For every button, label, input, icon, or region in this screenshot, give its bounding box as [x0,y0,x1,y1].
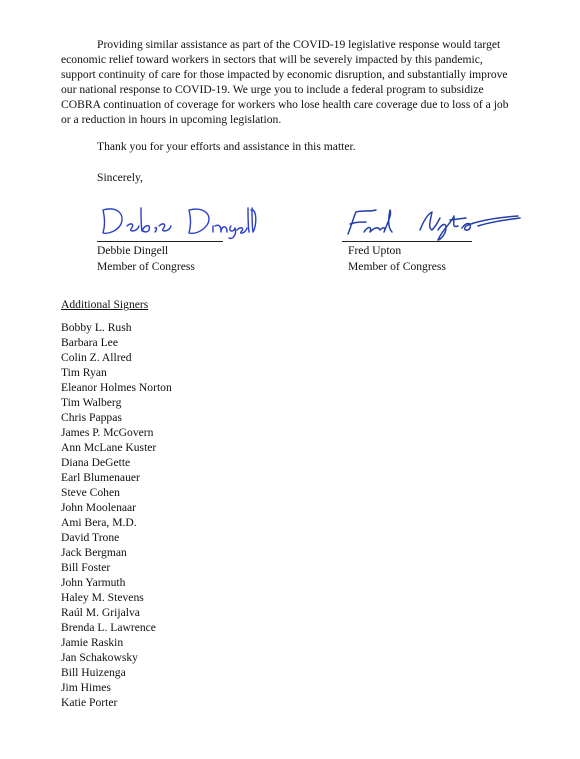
closing-line: Sincerely, [97,171,143,184]
list-item: James P. McGovern [61,426,154,439]
list-item: Bobby L. Rush [61,321,132,334]
list-item: Katie Porter [61,696,118,709]
list-item: Jack Bergman [61,546,127,559]
signature-line [97,241,223,242]
list-item: Colin Z. Allred [61,351,132,364]
list-item: Tim Walberg [61,396,122,409]
list-item: Jim Himes [61,681,111,694]
signatory-title: Member of Congress [97,260,195,273]
paragraph-line: support continuity of care for those impacted by economic disruption, and substantially improve [61,68,508,81]
paragraph-line: economic relief toward workers in sectors that will be severely impacted by this pandemic, [61,53,483,66]
additional-signers-list [61,320,172,710]
list-item: Raúl M. Grijalva [61,606,140,619]
list-item: Bill Huizenga [61,666,126,679]
thanks-line: Thank you for your efforts and assistance in this matter. [97,140,356,153]
list-item: Jamie Raskin [61,636,124,649]
list-item: Steve Cohen [61,486,120,499]
list-item: Barbara Lee [61,336,118,349]
paragraph-line: or a reduction in hours in upcoming legislation. [61,113,282,126]
paragraph-line: our national response to COVID-19. We urge you to include a federal program to subsidize [61,83,484,96]
list-item: Bill Foster [61,561,111,574]
list-item: Chris Pappas [61,411,122,424]
signature-block-dingell [97,200,287,275]
list-item: John Moolenaar [61,501,137,514]
list-item: Haley M. Stevens [61,591,144,604]
list-item: Diana DeGette [61,456,131,469]
paragraph-line: Providing similar assistance as part of the COVID-19 legislative response would target [97,38,501,51]
list-item: Ami Bera, M.D. [61,516,137,529]
signatory-title: Member of Congress [348,260,446,273]
signature-block-upton [342,200,532,275]
signatory-name: Debbie Dingell [97,244,169,257]
paragraph-line: COBRA continuation of coverage for workers who lose health care coverage due to loss of a job [61,98,509,111]
additional-signers-heading: Additional Signers [61,298,149,311]
list-item: John Yarmuth [61,576,126,589]
list-item: Earl Blumenauer [61,471,140,484]
list-item: Jan Schakowsky [61,651,138,664]
body-paragraph [61,37,523,127]
signatory-name: Fred Upton [348,244,402,257]
handwritten-signature-dingell [97,200,257,240]
list-item: Eleanor Holmes Norton [61,381,172,394]
signature-line [342,241,472,242]
list-item: Ann McLane Kuster [61,441,157,454]
list-item: Brenda L. Lawrence [61,621,156,634]
handwritten-signature-upton [342,200,527,244]
list-item: Tim Ryan [61,366,107,379]
list-item: David Trone [61,531,120,544]
